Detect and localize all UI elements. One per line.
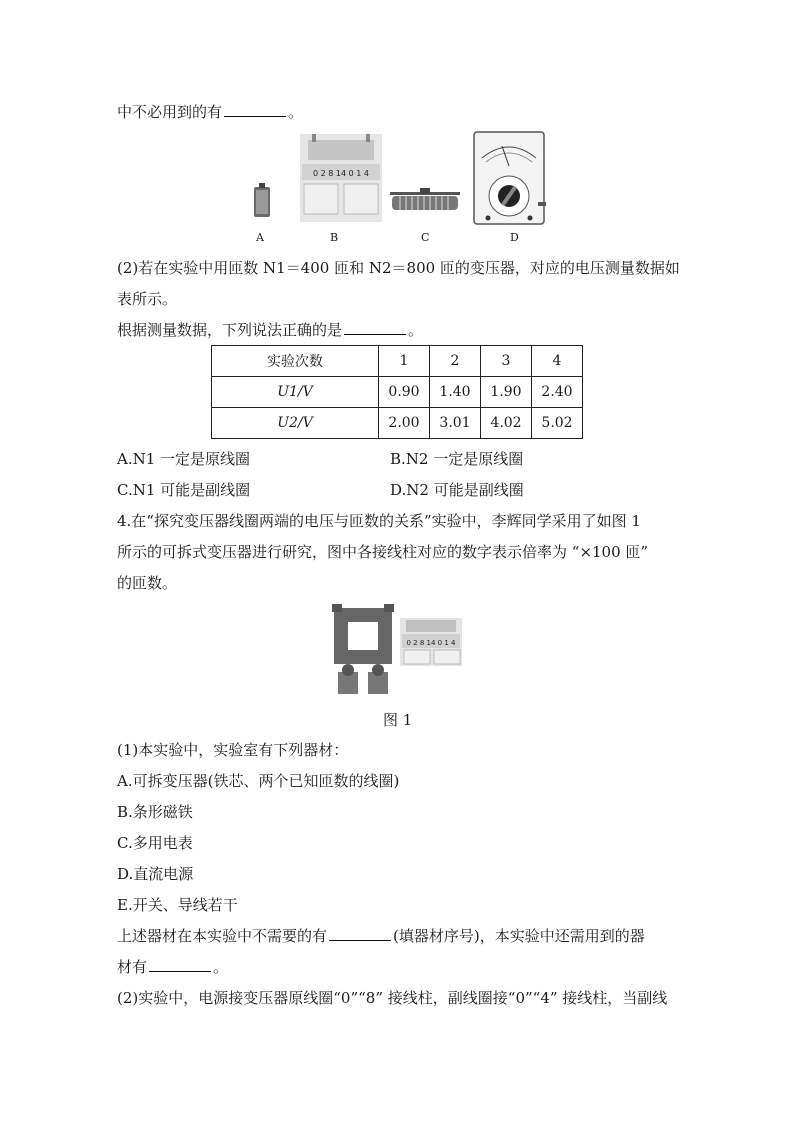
option-c: C.N1 可能是副线圈 — [117, 481, 251, 499]
q4-1-item-c: C.多用电表 — [117, 834, 193, 852]
table-cell: 2.00 — [379, 408, 430, 439]
iron-core-image — [332, 604, 394, 694]
table-header-cell: 1 — [379, 346, 430, 377]
fig-label-d: D — [510, 231, 519, 244]
q4-1-item-d: D.直流电源 — [117, 865, 194, 883]
answer-blank — [149, 957, 211, 972]
table-cell: 1.90 — [481, 377, 532, 408]
rheostat-image — [390, 188, 460, 210]
table-header-cell: 3 — [481, 346, 532, 377]
coil-pair-image — [400, 618, 462, 666]
q4-line1: 4.在“探究变压器线圈两端的电压与匝数的关系”实验中，李辉同学采用了如图 1 — [117, 512, 641, 530]
table-cell: 2.40 — [532, 377, 583, 408]
q4-line2: 所示的可拆式变压器进行研究，图中各接线柱对应的数字表示倍率为 “×100 匝” — [117, 543, 649, 561]
q3-2-line1: (2)若在实验中用匝数 N1＝400 匝和 N2＝800 匝的变压器，对应的电压测量数据如 — [117, 259, 680, 277]
battery-image — [254, 183, 270, 217]
transformer-image — [300, 134, 382, 222]
option-d: D.N2 可能是副线圈 — [390, 481, 524, 499]
table-cell: 5.02 — [532, 408, 583, 439]
multimeter-image — [474, 132, 546, 224]
table-header-row — [212, 346, 583, 377]
table-header-cell: 2 — [430, 346, 481, 377]
fig-label-b: B — [330, 231, 339, 244]
equipment-figure — [240, 130, 550, 230]
option-b: B.N2 一定是原线圈 — [390, 450, 524, 468]
q4-2-line: (2)实验中，电源接变压器原线圈“0”“8” 接线柱，副线圈接“0”“4” 接线柱，当副线 — [117, 989, 668, 1007]
table-row — [212, 408, 583, 439]
table-row-label: U1/V — [212, 377, 379, 408]
table-header-cell: 实验次数 — [212, 346, 379, 377]
q4-1-question-line2: 材有 。 — [117, 958, 229, 976]
table-cell: 4.02 — [481, 408, 532, 439]
q4-1-item-b: B.条形磁铁 — [117, 803, 193, 821]
table-row — [212, 377, 583, 408]
coil-scale: 0 2 8 14 0 1 4 — [406, 639, 456, 647]
table-header-cell: 4 — [532, 346, 583, 377]
fig-label-c: C — [421, 231, 430, 244]
q3-2-line2: 表所示。 — [117, 290, 178, 308]
q4-line3: 的匝数。 — [117, 574, 178, 592]
q4-1-item-a: A.可拆变压器(铁芯、两个已知匝数的线圈) — [117, 772, 400, 790]
table-cell: 0.90 — [379, 377, 430, 408]
detachable-transformer-figure — [330, 602, 465, 700]
q3-tail-line: 中不必用到的有 。 — [117, 103, 304, 121]
transformer-scale: 0 2 8 14 0 1 4 — [313, 169, 369, 178]
q3-2-line3: 根据测量数据，下列说法正确的是 。 — [117, 321, 424, 339]
table-cell: 1.40 — [430, 377, 481, 408]
voltage-data-table — [211, 345, 583, 439]
answer-blank — [224, 102, 286, 117]
fig-label-a: A — [256, 231, 264, 244]
answer-blank — [329, 926, 391, 941]
q4-1-intro: (1)本实验中，实验室有下列器材： — [117, 741, 349, 759]
q4-1-item-e: E.开关、导线若干 — [117, 896, 238, 914]
answer-blank — [344, 320, 406, 335]
option-a: A.N1 一定是原线圈 — [117, 450, 251, 468]
table-cell: 3.01 — [430, 408, 481, 439]
table-row-label: U2/V — [212, 408, 379, 439]
fig1-caption: 图 1 — [383, 711, 413, 729]
q4-1-question-line: 上述器材在本实验中不需要的有 (填器材序号)，本实验中还需用到的器 — [117, 927, 645, 945]
